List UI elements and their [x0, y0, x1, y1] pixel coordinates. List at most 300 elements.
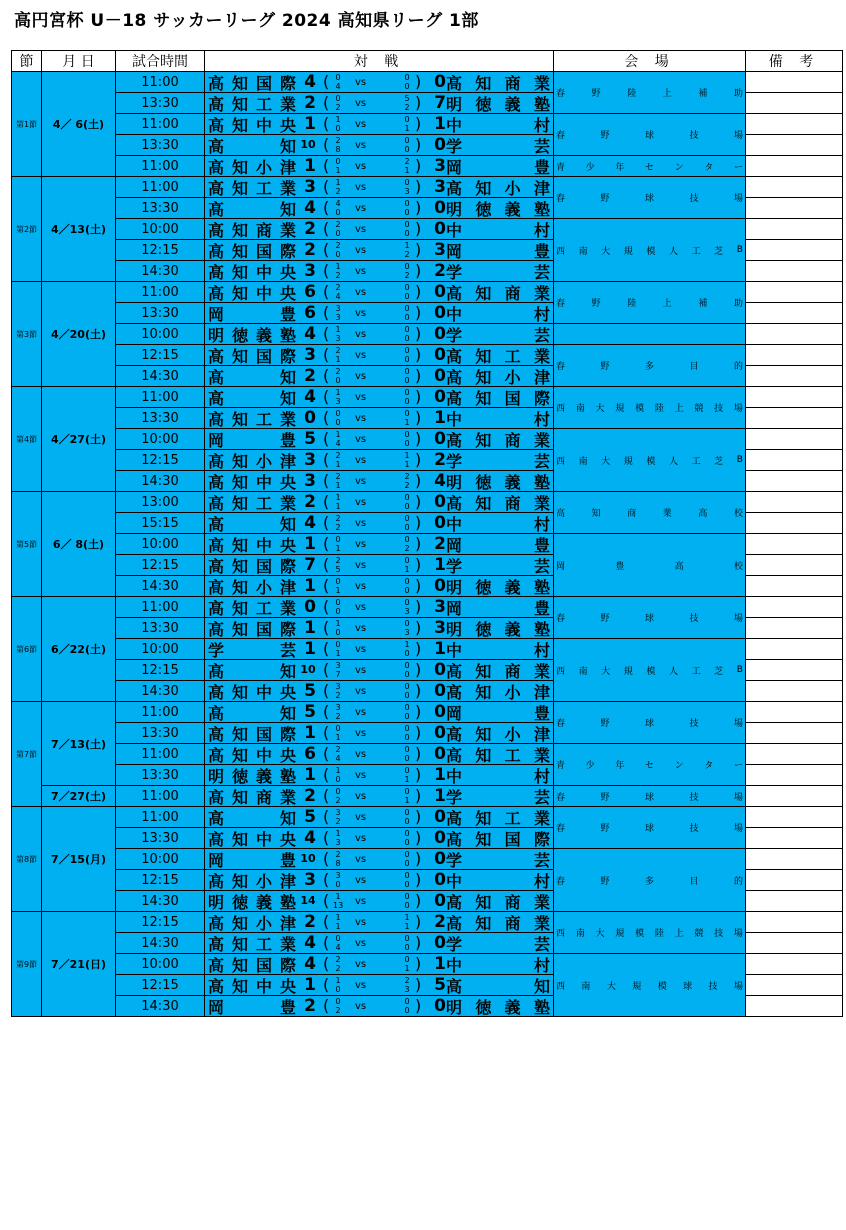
home-half-scores: 3 2 [335, 808, 341, 826]
match-row [12, 345, 843, 366]
away-score: 0 [434, 303, 446, 323]
away-team: 高 知 小 津 [446, 367, 550, 387]
home-half-scores: 0 2 [335, 787, 341, 805]
home-team: 高 知 工 業 [208, 94, 296, 114]
open-paren: ( [323, 72, 330, 91]
close-paren: ) [415, 849, 422, 868]
venue-name: 春 野 球 技 場 [554, 114, 746, 156]
away-half-scores: 5 2 [404, 94, 410, 112]
kickoff-time: 14:30 [116, 366, 205, 387]
open-paren: ( [323, 450, 330, 469]
home-half-scores: 1 2 [335, 262, 341, 280]
home-half-scores: 2 0 [335, 220, 341, 238]
vs-label: vs [355, 266, 367, 277]
home-score: 5 [304, 429, 316, 449]
kickoff-time: 10:00 [116, 954, 205, 975]
home-half-scores: 2 8 [335, 136, 341, 154]
open-paren: ( [323, 366, 330, 385]
venue-name: 春 野 陸 上 補 助 [554, 282, 746, 324]
vs-label: vs [355, 812, 367, 823]
home-team: 高 知 中 央 [208, 976, 296, 996]
open-paren: ( [323, 429, 330, 448]
note-cell [746, 408, 843, 429]
open-paren: ( [323, 408, 330, 427]
venue-name: 春 野 球 技 場 [554, 177, 746, 219]
away-score: 4 [434, 471, 446, 491]
open-paren: ( [323, 828, 330, 847]
away-half-scores: 0 1 [404, 556, 410, 574]
away-half-scores: 0 1 [404, 787, 410, 805]
away-score: 0 [434, 660, 446, 680]
home-team: 高 知 中 央 [208, 262, 296, 282]
kickoff-time: 14:30 [116, 933, 205, 954]
home-team: 高 知 [208, 703, 296, 723]
note-cell [746, 765, 843, 786]
home-team: 高 知 [208, 661, 296, 681]
vs-label: vs [355, 77, 367, 88]
match-row [12, 72, 843, 93]
open-paren: ( [323, 954, 330, 973]
away-half-scores: 2 1 [404, 157, 410, 175]
open-paren: ( [323, 870, 330, 889]
away-score: 5 [434, 975, 446, 995]
match-cell [205, 534, 554, 555]
open-paren: ( [323, 807, 330, 826]
open-paren: ( [323, 282, 330, 301]
home-team: 高 知 中 央 [208, 283, 296, 303]
home-score: 4 [304, 828, 316, 848]
away-score: 1 [434, 114, 446, 134]
away-half-scores: 0 3 [404, 178, 410, 196]
home-team: 高 知 国 際 [208, 346, 296, 366]
away-team: 高 知 国 際 [446, 388, 550, 408]
page-title: 高円宮杯 U－18 サッカーリーグ 2024 高知県リーグ 1部 [14, 11, 479, 31]
kickoff-time: 13:30 [116, 408, 205, 429]
away-score: 0 [434, 807, 446, 827]
note-cell [746, 303, 843, 324]
home-score: 5 [304, 702, 316, 722]
open-paren: ( [323, 261, 330, 280]
vs-label: vs [355, 287, 367, 298]
home-team: 明 徳 義 塾 [208, 892, 296, 912]
home-half-scores: 0 1 [335, 535, 341, 553]
away-team: 高 知 小 津 [446, 724, 550, 744]
kickoff-time: 11:00 [116, 702, 205, 723]
close-paren: ) [415, 786, 422, 805]
home-team: 岡 豊 [208, 997, 296, 1017]
kickoff-time: 12:15 [116, 660, 205, 681]
home-team: 高 知 中 央 [208, 472, 296, 492]
venue-name: 春 野 球 技 場 [554, 786, 746, 807]
vs-label: vs [355, 371, 367, 382]
home-team: 高 知 [208, 514, 296, 534]
home-score: 1 [304, 765, 316, 785]
home-team: 明 徳 義 塾 [208, 325, 296, 345]
vs-label: vs [355, 203, 367, 214]
kickoff-time: 13:30 [116, 93, 205, 114]
away-score: 1 [434, 786, 446, 806]
away-score: 3 [434, 240, 446, 260]
home-half-scores: 1 3 [335, 829, 341, 847]
away-team: 高 知 商 業 [446, 892, 550, 912]
home-half-scores: 0 2 [335, 997, 341, 1015]
note-cell [746, 534, 843, 555]
section-label: 第9節 [12, 912, 42, 1017]
close-paren: ) [415, 366, 422, 385]
open-paren: ( [323, 723, 330, 742]
note-cell [746, 492, 843, 513]
away-team: 高 知 商 業 [446, 73, 550, 93]
away-half-scores: 0 2 [404, 535, 410, 553]
kickoff-time: 14:30 [116, 681, 205, 702]
kickoff-time: 11:00 [116, 72, 205, 93]
home-team: 岡 豊 [208, 430, 296, 450]
section-label: 第7節 [12, 702, 42, 807]
away-team: 学 芸 [446, 556, 550, 576]
note-cell [746, 933, 843, 954]
home-team: 岡 豊 [208, 304, 296, 324]
away-half-scores: 0 0 [404, 136, 410, 154]
venue-name: 春 野 多 目 的 [554, 849, 746, 912]
close-paren: ) [415, 723, 422, 742]
venue-name: 岡 豊 高 校 [554, 534, 746, 597]
away-team: 岡 豊 [446, 157, 550, 177]
vs-label: vs [355, 707, 367, 718]
kickoff-time: 11:00 [116, 177, 205, 198]
home-half-scores: 3 2 [335, 682, 341, 700]
home-score: 3 [304, 261, 316, 281]
note-cell [746, 807, 843, 828]
home-half-scores: 2 8 [335, 850, 341, 868]
kickoff-time: 13:30 [116, 135, 205, 156]
away-score: 7 [434, 93, 446, 113]
home-half-scores: 2 1 [335, 346, 341, 364]
away-score: 1 [434, 765, 446, 785]
home-half-scores: 3 0 [335, 871, 341, 889]
home-score: 4 [304, 513, 316, 533]
close-paren: ) [415, 555, 422, 574]
open-paren: ( [323, 198, 330, 217]
home-team: 高 知 [208, 199, 296, 219]
away-half-scores: 0 0 [404, 430, 410, 448]
vs-label: vs [355, 308, 367, 319]
home-score: 4 [304, 324, 316, 344]
kickoff-time: 14:30 [116, 576, 205, 597]
kickoff-time: 11:00 [116, 807, 205, 828]
venue-name: 青 少 年 セ ン タ ー [554, 744, 746, 786]
note-cell [746, 135, 843, 156]
match-row [12, 702, 843, 723]
venue-name: 春 野 球 技 場 [554, 702, 746, 744]
home-half-scores: 1 13 [333, 892, 344, 910]
close-paren: ) [415, 681, 422, 700]
home-score: 6 [304, 744, 316, 764]
kickoff-time: 12:15 [116, 555, 205, 576]
open-paren: ( [323, 639, 330, 658]
away-team: 明 徳 義 塾 [446, 997, 550, 1017]
close-paren: ) [415, 219, 422, 238]
header-date: 月 日 [42, 51, 116, 72]
vs-label: vs [355, 182, 367, 193]
away-half-scores: 1 2 [404, 241, 410, 259]
away-team: 明 徳 義 塾 [446, 577, 550, 597]
note-cell [746, 72, 843, 93]
kickoff-time: 10:00 [116, 534, 205, 555]
note-cell [746, 828, 843, 849]
home-score: 2 [304, 240, 316, 260]
note-cell [746, 114, 843, 135]
home-team: 高 知 商 業 [208, 787, 296, 807]
header-row [12, 51, 843, 72]
home-score: 2 [304, 912, 316, 932]
home-score: 2 [304, 492, 316, 512]
away-team: 中 村 [446, 766, 550, 786]
match-date: 4／13(土) [42, 177, 116, 282]
open-paren: ( [323, 513, 330, 532]
note-cell [746, 597, 843, 618]
away-score: 0 [434, 198, 446, 218]
match-cell [205, 471, 554, 492]
away-team: 岡 豊 [446, 535, 550, 555]
close-paren: ) [415, 534, 422, 553]
home-half-scores: 2 0 [335, 367, 341, 385]
open-paren: ( [323, 975, 330, 994]
note-cell [746, 513, 843, 534]
home-score: 2 [304, 786, 316, 806]
home-score: 1 [304, 723, 316, 743]
open-paren: ( [323, 660, 330, 679]
kickoff-time: 13:30 [116, 303, 205, 324]
close-paren: ) [415, 744, 422, 763]
match-cell [205, 639, 554, 660]
home-team: 高 知 国 際 [208, 241, 296, 261]
match-cell [205, 618, 554, 639]
match-cell [205, 807, 554, 828]
section-label: 第1節 [12, 72, 42, 177]
match-cell [205, 597, 554, 618]
close-paren: ) [415, 807, 422, 826]
note-cell [746, 744, 843, 765]
away-half-scores: 0 3 [404, 598, 410, 616]
home-half-scores: 1 0 [335, 766, 341, 784]
away-team: 中 村 [446, 409, 550, 429]
close-paren: ) [415, 345, 422, 364]
kickoff-time: 10:00 [116, 219, 205, 240]
away-half-scores: 0 1 [404, 955, 410, 973]
vs-label: vs [355, 728, 367, 739]
home-half-scores: 2 1 [335, 472, 341, 490]
home-half-scores: 0 0 [335, 409, 341, 427]
vs-label: vs [355, 665, 367, 676]
vs-label: vs [355, 119, 367, 130]
open-paren: ( [323, 765, 330, 784]
match-cell [205, 765, 554, 786]
section-label: 第4節 [12, 387, 42, 492]
away-score: 1 [434, 408, 446, 428]
match-cell [205, 261, 554, 282]
kickoff-time: 13:00 [116, 492, 205, 513]
vs-label: vs [355, 770, 367, 781]
home-score: 1 [304, 156, 316, 176]
home-score: 2 [304, 219, 316, 239]
home-team: 高 知 工 業 [208, 178, 296, 198]
home-half-scores: 2 4 [335, 745, 341, 763]
match-date: 7／13(土) [42, 702, 116, 786]
home-score: 1 [304, 576, 316, 596]
away-team: 高 知 商 業 [446, 283, 550, 303]
away-team: 中 村 [446, 220, 550, 240]
match-cell [205, 429, 554, 450]
away-team: 高 知 小 津 [446, 178, 550, 198]
away-score: 0 [434, 72, 446, 92]
match-row [12, 282, 843, 303]
open-paren: ( [323, 597, 330, 616]
away-half-scores: 0 0 [404, 283, 410, 301]
match-cell [205, 198, 554, 219]
home-team: 高 知 国 際 [208, 955, 296, 975]
home-score: 2 [304, 366, 316, 386]
away-half-scores: 0 0 [404, 892, 410, 910]
away-half-scores: 0 0 [404, 325, 410, 343]
venue-name: 春 野 球 技 場 [554, 597, 746, 639]
home-score: 1 [304, 114, 316, 134]
home-team: 高 知 工 業 [208, 598, 296, 618]
vs-label: vs [355, 917, 367, 928]
vs-label: vs [355, 434, 367, 445]
match-cell [205, 723, 554, 744]
away-team: 中 村 [446, 304, 550, 324]
vs-label: vs [355, 98, 367, 109]
close-paren: ) [415, 618, 422, 637]
match-cell [205, 891, 554, 912]
match-cell [205, 744, 554, 765]
match-cell [205, 555, 554, 576]
vs-label: vs [355, 749, 367, 760]
away-half-scores: 0 0 [404, 850, 410, 868]
close-paren: ) [415, 135, 422, 154]
header-note: 備 考 [746, 51, 843, 72]
match-row [12, 492, 843, 513]
venue-name: 春 野 多 目 的 [554, 345, 746, 387]
home-team: 高 知 工 業 [208, 493, 296, 513]
match-row [12, 219, 843, 240]
away-team: 明 徳 義 塾 [446, 199, 550, 219]
open-paren: ( [323, 387, 330, 406]
away-score: 0 [434, 219, 446, 239]
match-cell [205, 387, 554, 408]
venue-name: 西 南 大 規 模 人 工 芝 B [554, 639, 746, 702]
away-half-scores: 0 1 [404, 409, 410, 427]
venue-name: 西 南 大 規 模 陸 上 競 技 場 [554, 912, 746, 954]
match-row [12, 912, 843, 933]
away-half-scores: 0 0 [404, 934, 410, 952]
home-half-scores: 1 0 [335, 619, 341, 637]
match-date: 4／20(土) [42, 282, 116, 387]
away-team: 学 芸 [446, 136, 550, 156]
vs-label: vs [355, 392, 367, 403]
home-half-scores: 0 4 [335, 73, 341, 91]
away-score: 1 [434, 555, 446, 575]
home-team: 高 知 国 際 [208, 73, 296, 93]
home-half-scores: 2 5 [335, 556, 341, 574]
kickoff-time: 10:00 [116, 324, 205, 345]
home-team: 高 知 小 津 [208, 451, 296, 471]
section-label: 第6節 [12, 597, 42, 702]
close-paren: ) [415, 912, 422, 931]
away-score: 0 [434, 744, 446, 764]
match-cell [205, 156, 554, 177]
kickoff-time: 11:00 [116, 156, 205, 177]
away-score: 0 [434, 870, 446, 890]
kickoff-time: 15:15 [116, 513, 205, 534]
venue-name: 春 野 球 技 場 [554, 807, 746, 849]
note-cell [746, 849, 843, 870]
home-team: 高 知 小 津 [208, 157, 296, 177]
home-half-scores: 1 1 [335, 913, 341, 931]
away-team: 高 知 商 業 [446, 493, 550, 513]
match-row [12, 597, 843, 618]
kickoff-time: 12:15 [116, 870, 205, 891]
home-score: 10 [300, 138, 316, 151]
home-score: 4 [304, 954, 316, 974]
kickoff-time: 11:00 [116, 114, 205, 135]
kickoff-time: 11:00 [116, 282, 205, 303]
away-team: 学 芸 [446, 325, 550, 345]
close-paren: ) [415, 639, 422, 658]
kickoff-time: 13:30 [116, 723, 205, 744]
note-cell [746, 240, 843, 261]
venue-name: 高 知 商 業 高 校 [554, 492, 746, 534]
match-row [12, 849, 843, 870]
vs-label: vs [355, 854, 367, 865]
home-score: 4 [304, 198, 316, 218]
close-paren: ) [415, 324, 422, 343]
match-cell [205, 324, 554, 345]
section-label: 第2節 [12, 177, 42, 282]
match-cell [205, 177, 554, 198]
match-row [12, 786, 843, 807]
home-half-scores: 0 1 [335, 724, 341, 742]
away-half-scores: 0 0 [404, 346, 410, 364]
match-row [12, 954, 843, 975]
header-time: 試合時間 [116, 51, 205, 72]
away-team: 学 芸 [446, 451, 550, 471]
match-cell [205, 282, 554, 303]
note-cell [746, 261, 843, 282]
note-cell [746, 618, 843, 639]
home-team: 高 知 小 津 [208, 577, 296, 597]
match-cell [205, 219, 554, 240]
away-half-scores: 0 0 [404, 661, 410, 679]
away-half-scores: 0 0 [404, 514, 410, 532]
home-score: 1 [304, 975, 316, 995]
close-paren: ) [415, 660, 422, 679]
home-score: 1 [304, 534, 316, 554]
match-date: 6／ 8(土) [42, 492, 116, 597]
header-section: 節 [12, 51, 42, 72]
match-date: 4／ 6(土) [42, 72, 116, 177]
kickoff-time: 14:30 [116, 996, 205, 1017]
vs-label: vs [355, 602, 367, 613]
home-half-scores: 3 7 [335, 661, 341, 679]
match-cell [205, 135, 554, 156]
home-half-scores: 2 4 [335, 283, 341, 301]
close-paren: ) [415, 471, 422, 490]
match-cell [205, 303, 554, 324]
note-cell [746, 324, 843, 345]
note-cell [746, 891, 843, 912]
kickoff-time: 10:00 [116, 429, 205, 450]
